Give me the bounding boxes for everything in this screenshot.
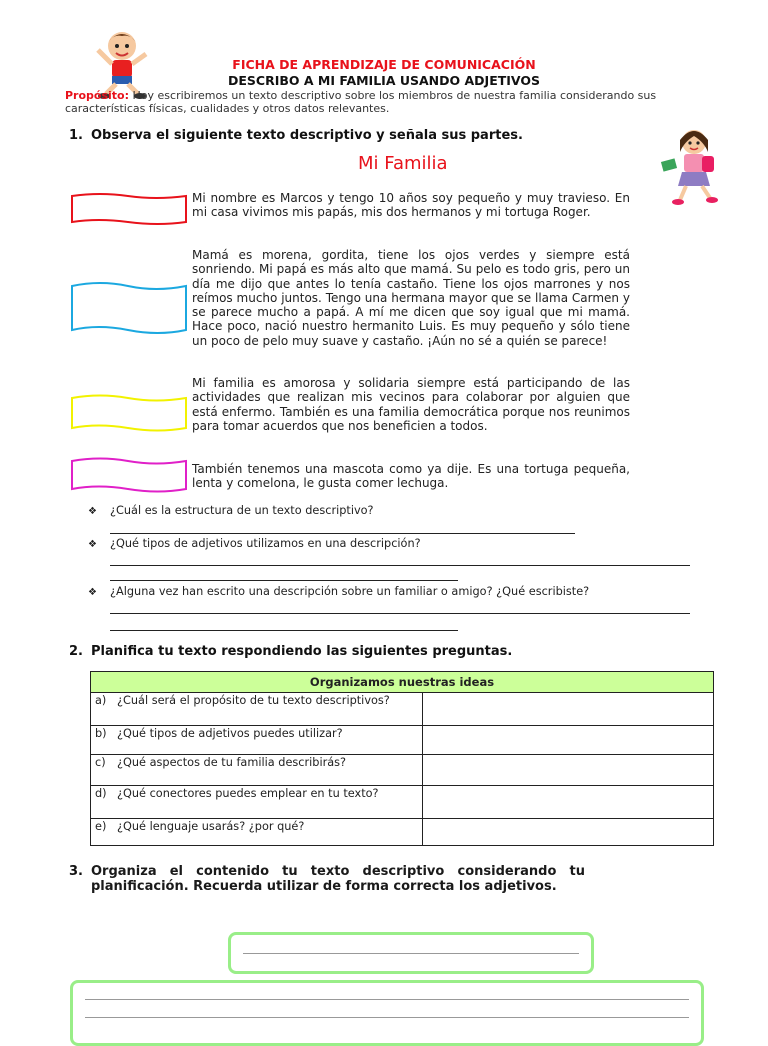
writing-line [85, 1017, 689, 1018]
label-box-blue[interactable] [70, 280, 190, 336]
section-3-number: 3. [69, 864, 83, 879]
section-1-heading [69, 128, 523, 143]
question-2 [88, 537, 421, 550]
question-cell [91, 819, 423, 846]
question-cell [91, 726, 423, 755]
answer-line[interactable] [110, 533, 575, 534]
story-paragraph-2: Mamá es morena, gordita, tiene los ojos verdes y siempre está sonriendo. Mi papá es más alto que mamá. Su pelo es todo gris, pero un día me dijo que antes lo tenía castaño. Tiene los ojos marrones y nos reímos mucho juntos. Tengo una hermana mayor que se llama Carmen y se parece mucho a papá. A mí me dicen que soy igual que mi mamá. Hace poco, nació nuestro hermanito Luis. Es muy pequeño y sólo tiene un poco de pelo muy suave y castaño. ¡Aún no sé a quién se parece! [192, 248, 630, 348]
purpose-text [65, 89, 705, 115]
row-question: ¿Qué aspectos de tu familia describirás? [117, 756, 347, 769]
answer-line[interactable] [110, 565, 690, 566]
answer-cell[interactable] [423, 819, 714, 846]
label-box-magenta[interactable] [70, 456, 190, 494]
question-cell [91, 755, 423, 786]
label-box-red[interactable] [70, 192, 190, 226]
question-1 [88, 504, 374, 517]
planning-table-header: Organizamos nuestras ideas [91, 672, 714, 693]
row-question: ¿Qué conectores puedes emplear en tu texto? [117, 787, 379, 800]
worksheet-title: FICHA DE APRENDIZAJE DE COMUNICACIÓN [232, 57, 536, 72]
answer-cell[interactable] [423, 786, 714, 819]
row-letter: d) [95, 787, 107, 800]
row-letter: b) [95, 727, 107, 740]
question-2-text: ¿Qué tipos de adjetivos utilizamos en una descripción? [110, 537, 421, 550]
row-letter: a) [95, 694, 107, 707]
answer-cell[interactable] [423, 755, 714, 786]
text-writing-box[interactable] [70, 980, 704, 1046]
story-paragraph-3: Mi familia es amorosa y solidaria siempre está participando de las actividades que realizan mis vecinos para colaborar por alguien que está enfermo. También es una familia democrática porque nos reunimos para tomar acuerdos que nos beneficien a todos. [192, 376, 630, 433]
section-2-heading [69, 644, 512, 659]
purpose-body: Hoy escribiremos un texto descriptivo sobre los miembros de nuestra familia considerando sus características físicas, cualidades y otros datos relevantes. [65, 89, 657, 115]
diamond-bullet-icon: ❖ [88, 506, 97, 517]
question-cell [91, 693, 423, 726]
answer-line[interactable] [110, 580, 458, 581]
section-1-number: 1. [69, 128, 83, 143]
question-cell [91, 786, 423, 819]
label-box-yellow[interactable] [70, 393, 190, 433]
writing-line [243, 953, 579, 954]
section-2-number: 2. [69, 644, 83, 659]
title-writing-box[interactable] [228, 932, 594, 974]
question-3-text: ¿Alguna vez han escrito una descripción sobre un familiar o amigo? ¿Qué escribiste? [110, 585, 590, 598]
worksheet-subtitle: DESCRIBO A MI FAMILIA USANDO ADJETIVOS [228, 73, 540, 88]
table-row [91, 755, 714, 786]
answer-line[interactable] [110, 613, 690, 614]
section-2-heading-text: Planifica tu texto respondiendo las siguientes preguntas. [91, 644, 513, 659]
planning-table [90, 671, 714, 846]
girl-clipart [660, 126, 726, 208]
question-1-text: ¿Cuál es la estructura de un texto descriptivo? [110, 504, 374, 517]
section-1-heading-text: Observa el siguiente texto descriptivo y señala sus partes. [91, 128, 523, 143]
table-row [91, 819, 714, 846]
answer-line[interactable] [110, 630, 458, 631]
answer-cell[interactable] [423, 693, 714, 726]
row-question: ¿Cuál será el propósito de tu texto descriptivos? [117, 694, 390, 707]
diamond-bullet-icon: ❖ [88, 539, 97, 550]
diamond-bullet-icon: ❖ [88, 587, 97, 598]
row-letter: e) [95, 820, 107, 833]
row-question: ¿Qué lenguaje usarás? ¿por qué? [117, 820, 305, 833]
row-letter: c) [95, 756, 106, 769]
story-paragraph-4: También tenemos una mascota como ya dije. Es una tortuga pequeña, lenta y comelona, le gusta comer lechuga. [192, 462, 630, 491]
question-3 [88, 585, 589, 598]
answer-cell[interactable] [423, 726, 714, 755]
story-paragraph-1: Mi nombre es Marcos y tengo 10 años soy pequeño y muy travieso. En mi casa vivimos mis papás, mis dos hermanos y mi tortuga Roger. [192, 191, 630, 220]
section-3-heading: Organiza el contenido tu texto descriptivo considerando tu planificación. Recuerda utilizar de forma correcta los adjetivos. [91, 864, 585, 894]
table-row [91, 726, 714, 755]
writing-line [85, 999, 689, 1000]
story-title: Mi Familia [358, 153, 448, 174]
purpose-label: Propósito: [65, 89, 130, 102]
table-row [91, 786, 714, 819]
row-question: ¿Qué tipos de adjetivos puedes utilizar? [117, 727, 343, 740]
table-row [91, 693, 714, 726]
